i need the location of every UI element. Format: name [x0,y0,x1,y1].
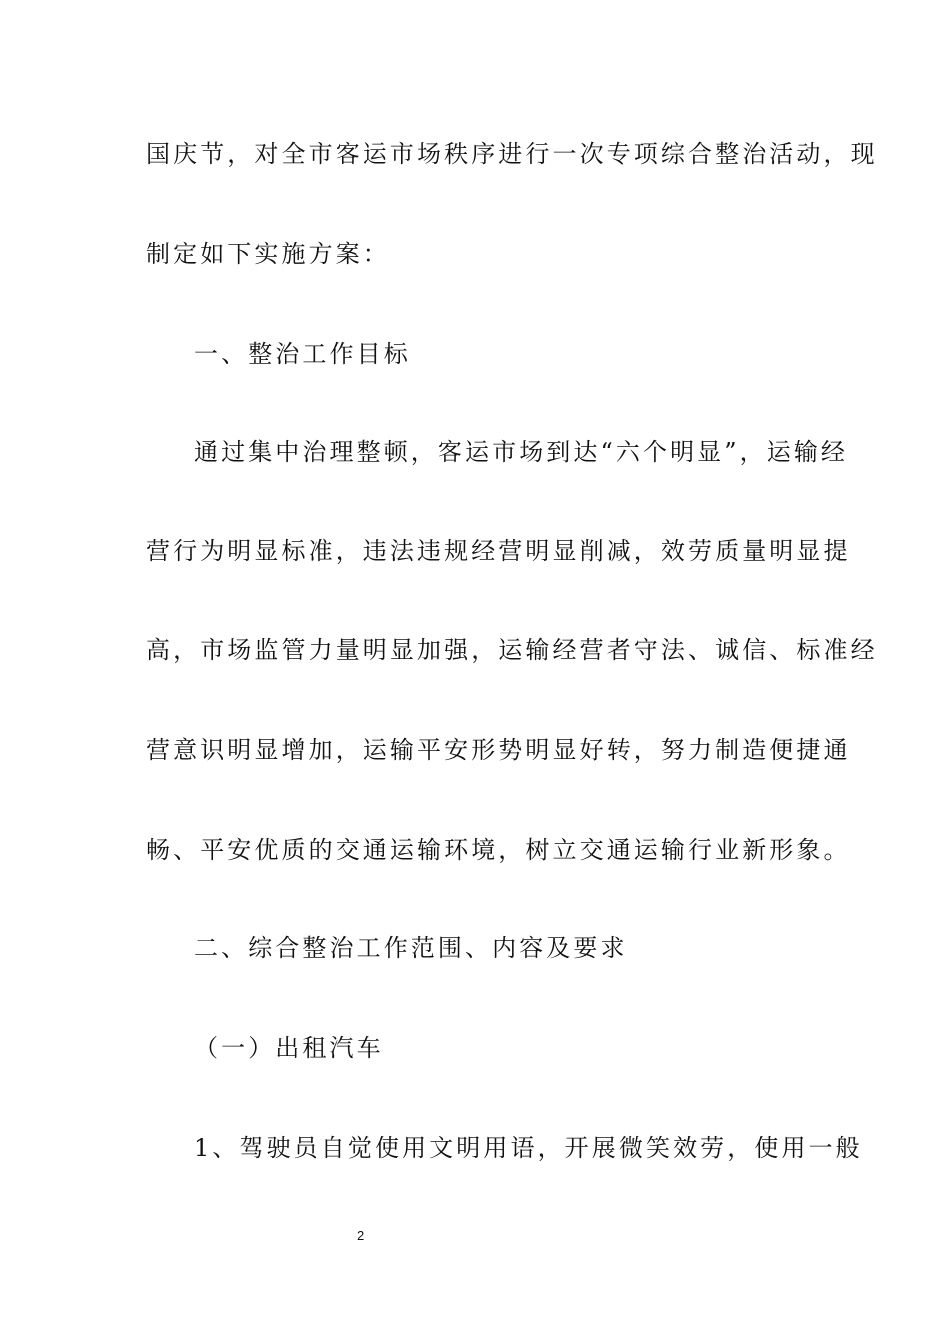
section-heading-2: 二、综合整治工作范围、内容及要求 [194,934,628,962]
body-line-2: 制定如下实施方案： [146,240,390,268]
page-number: 2 [357,1228,365,1243]
body-line-8: 1、驾驶员自觉使用文明用语，开展微笑效劳，使用一般 [194,1134,863,1162]
body-line-4: 营行为明显标准，违法违规经营明显削减，效劳质量明显提 [146,537,851,565]
body-line-7: 畅、平安优质的交通运输环境，树立交通运输行业新形象。 [146,836,851,864]
body-line-3: 通过集中治理整顿，客运市场到达“六个明显”，运输经 [194,438,849,466]
body-line-5: 高，市场监管力量明显加强，运输经营者守法、诚信、标准经 [146,636,878,664]
body-line-6: 营意识明显增加，运输平安形势明显好转，努力制造便捷通 [146,736,851,764]
subsection-heading: （一）出租汽车 [194,1034,384,1062]
body-line-1: 国庆节，对全市客运市场秩序进行一次专项综合整治活动，现 [146,140,878,168]
section-heading-1: 一、整治工作目标 [194,340,411,368]
